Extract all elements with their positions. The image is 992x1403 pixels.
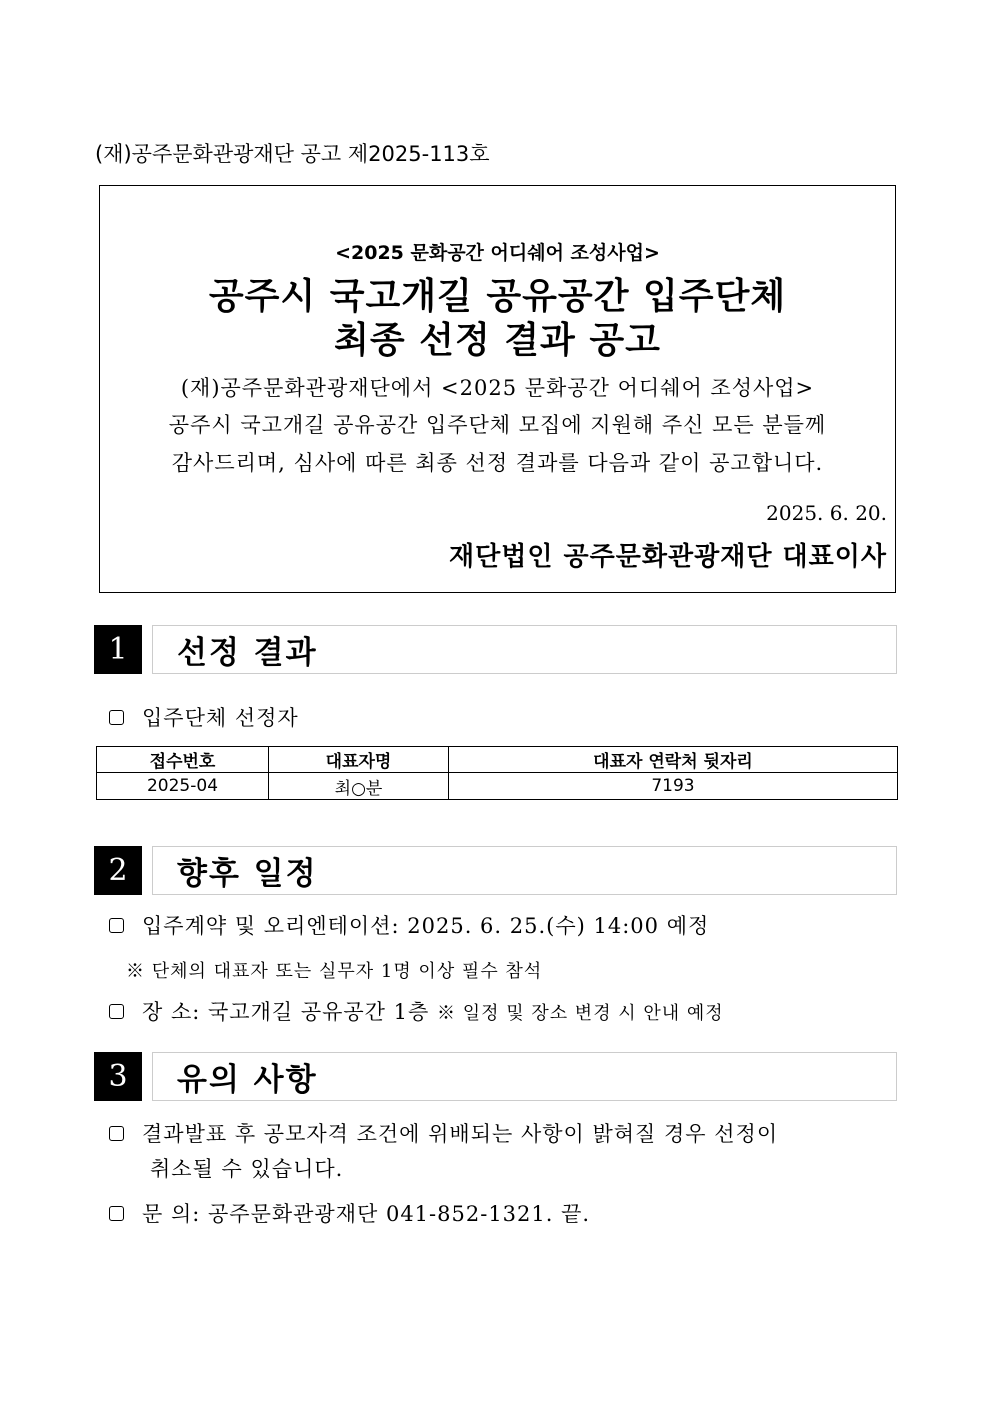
section1-item xyxy=(109,702,299,732)
section2-item1-label: 입주계약 및 오리엔테이션: 2025. 6. 25.(수) 14:00 예정 xyxy=(142,914,710,938)
section3-item2-label: 문 의: 공주문화관광재단 041-852-1321. 끝. xyxy=(142,1202,591,1226)
checkbox-icon xyxy=(109,1206,124,1221)
table-header-cell: 접수번호 xyxy=(97,747,269,773)
notice-body-line1: (재)공주문화관광재단에서 <2025 문화공간 어디쉐어 조성사업> xyxy=(180,376,815,400)
notice-date: 2025. 6. 20. xyxy=(766,501,887,525)
table-header-cell: 대표자명 xyxy=(269,747,449,773)
section2-item1 xyxy=(109,910,709,940)
notice-body-line2: 공주시 국고개길 공유공간 입주단체 모집에 지원해 주신 모든 분들께 xyxy=(168,413,827,437)
section1-number: 1 xyxy=(94,625,142,674)
section1-item-label: 입주단체 선정자 xyxy=(142,706,299,730)
section2-number: 2 xyxy=(94,846,142,895)
section2-note1: ※ 단체의 대표자 또는 실무자 1명 이상 필수 참석 xyxy=(126,961,543,982)
checkbox-icon xyxy=(109,918,124,933)
section2-item2-note: ※ 일정 및 장소 변경 시 안내 예정 xyxy=(436,1003,724,1024)
section3-title: 유의 사항 xyxy=(152,1052,897,1101)
result-table xyxy=(96,746,898,800)
checkbox-icon xyxy=(109,1126,124,1141)
section2-title: 향후 일정 xyxy=(152,846,897,895)
section3-item1-line1: 결과발표 후 공모자격 조건에 위배되는 사항이 밝혀질 경우 선정이 xyxy=(142,1122,779,1146)
section1-title: 선정 결과 xyxy=(152,625,897,674)
notice-signature: 재단법인 공주문화관광재단 대표이사 xyxy=(449,542,887,572)
section3-number: 3 xyxy=(94,1052,142,1101)
notice-body-line3: 감사드리며, 심사에 따른 최종 선정 결과를 다음과 같이 공고합니다. xyxy=(171,451,824,475)
section3-item2 xyxy=(109,1198,590,1228)
notice-title-line2: 최종 선정 결과 공고 xyxy=(334,320,661,361)
table-cell: 7193 xyxy=(449,773,898,800)
section3-item1-line2: 취소될 수 있습니다. xyxy=(150,1157,344,1181)
notice-subtitle: <2025 문화공간 어디쉐어 조성사업> xyxy=(335,242,660,264)
checkbox-icon xyxy=(109,1004,124,1019)
section2-item2 xyxy=(109,996,724,1026)
table-cell: 2025-04 xyxy=(97,773,269,800)
section3-item1 xyxy=(109,1118,778,1148)
notice-title-line1: 공주시 국고개길 공유공간 입주단체 xyxy=(208,276,787,317)
notice-box xyxy=(99,185,896,593)
checkbox-icon xyxy=(109,710,124,725)
table-header-row xyxy=(97,747,898,773)
table-cell: 최○분 xyxy=(269,773,449,800)
table-row xyxy=(97,773,898,800)
notice-number: (재)공주문화관광재단 공고 제2025-113호 xyxy=(95,142,490,166)
section2-item2-label: 장 소: 국고개길 공유공간 1층 xyxy=(142,1000,430,1024)
table-header-cell: 대표자 연락처 뒷자리 xyxy=(449,747,898,773)
